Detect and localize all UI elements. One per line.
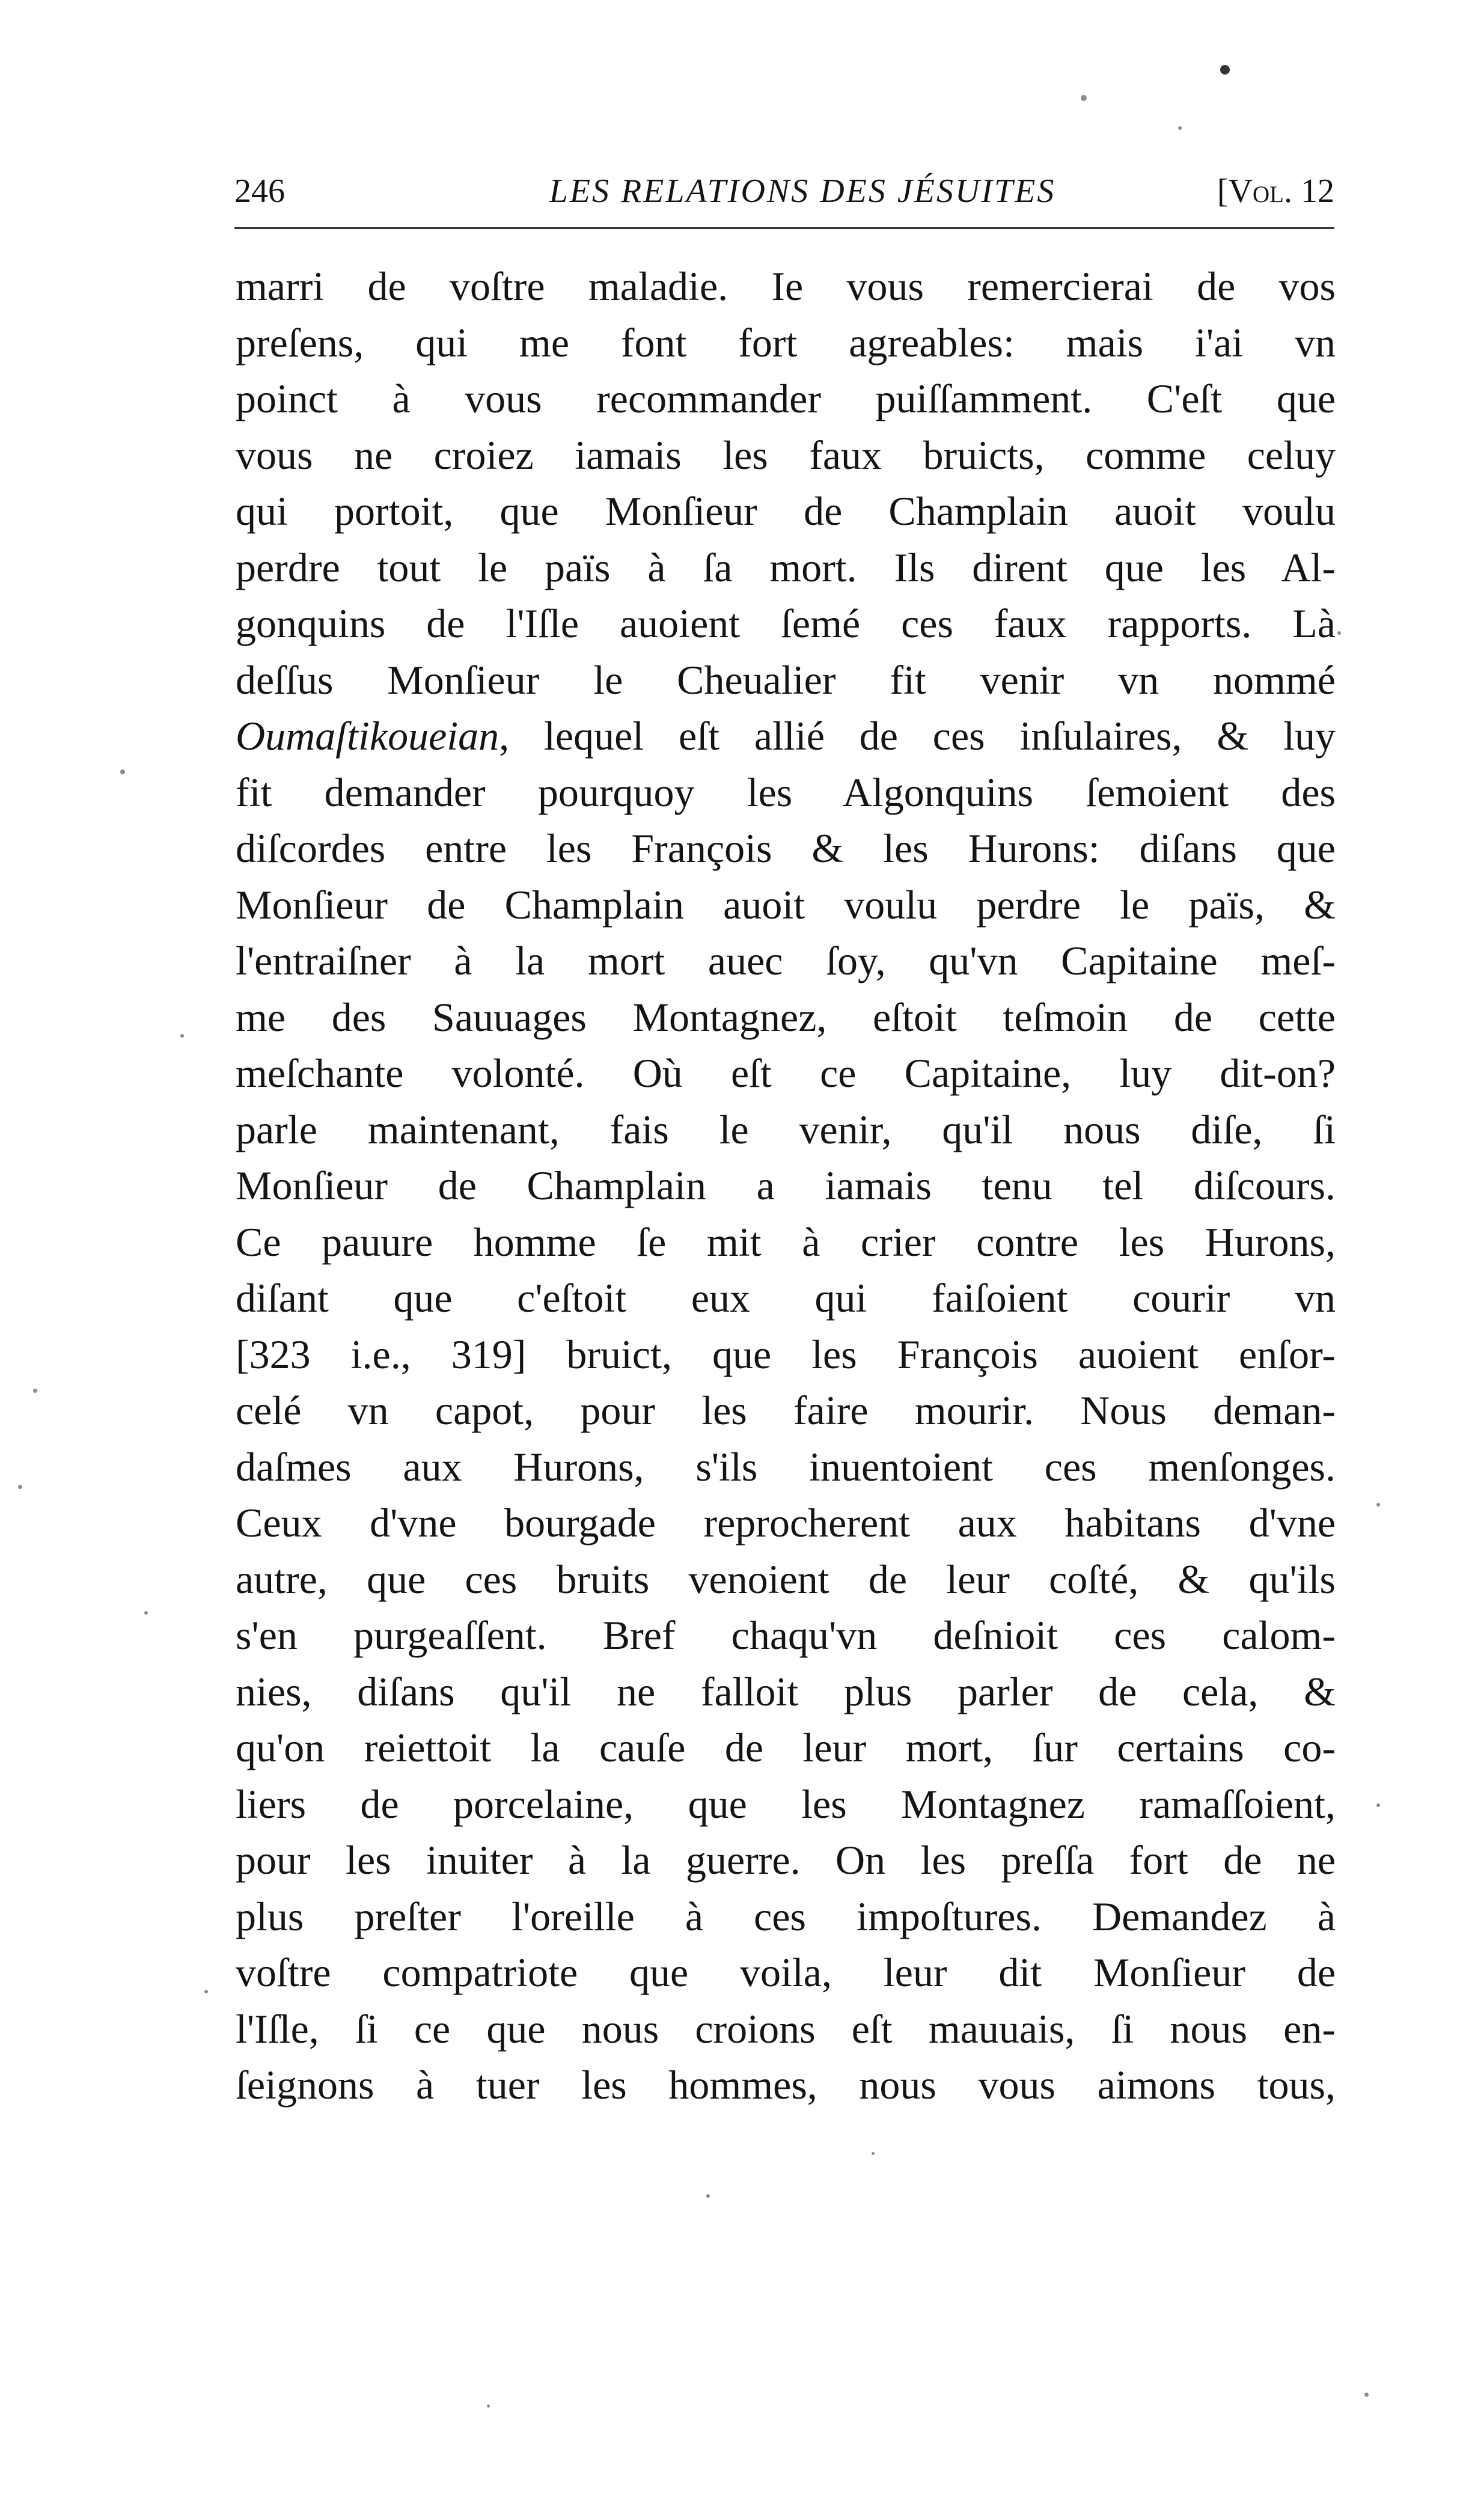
text-segment: diſant que c'eſtoit eux qui faiſoient courir vn: [236, 1275, 1336, 1321]
text-segment: diſcordes entre les François & les Hurons: diſans que: [236, 825, 1336, 871]
text-segment: plus preſter l'oreille à ces impoſtures. Demandez à: [236, 1893, 1336, 1939]
text-segment: marri de voſtre maladie. Ie vous remercierai de vos: [236, 263, 1336, 309]
text-segment: vous ne croiez iamais les faux bruicts, comme celuy: [236, 432, 1336, 478]
text-segment: Ce pauure homme ſe mit à crier contre les Hurons,: [236, 1219, 1336, 1265]
text-segment: voſtre compatriote que voila, leur dit Monſieur de: [236, 1950, 1336, 1995]
text-line: [236, 652, 1336, 709]
text-segment: Ceux d'vne bourgade reprocherent aux habitans d'vne: [236, 1500, 1336, 1546]
text-segment: pour les inuiter à la guerre. On les preſſa fort de ne: [236, 1837, 1336, 1883]
text-segment: celé vn capot, pour les faire mourir. Nous deman-: [236, 1387, 1336, 1433]
text-segment: Monſieur de Champlain a iamais tenu tel diſcours.: [236, 1163, 1336, 1208]
text-line: [236, 2001, 1336, 2058]
text-line: [236, 371, 1336, 427]
text-line: [236, 821, 1336, 877]
text-segment: deſſus Monſieur le Cheualier fit venir vn nommé: [236, 656, 1336, 703]
italic-name: Oumaſtikoueian: [236, 713, 499, 759]
text-segment: Monſieur de Champlain auoit voulu perdre le païs, &: [236, 881, 1336, 928]
text-segment: ſeignons à tuer les hommes, nous vous aimons tous,: [236, 2062, 1336, 2108]
text-segment: meſchante volonté. Où eſt ce Capitaine, luy dit-on?: [236, 1050, 1336, 1096]
text-line: [236, 989, 1336, 1046]
text-segment: daſmes aux Hurons, s'ils inuentoient ces menſonges.: [236, 1443, 1336, 1490]
text-segment: nies, diſans qu'il ne falloit plus parler de cela, &: [236, 1668, 1336, 1714]
text-segment: perdre tout le païs à ſa mort. Ils dirent que les Al-: [236, 544, 1336, 590]
running-title: LES RELATIONS DES JÉSUITES: [549, 173, 1056, 210]
text-segment: parle maintenant, fais le venir, qu'il nous diſe, ſi: [236, 1106, 1336, 1152]
text-line: [236, 1214, 1336, 1271]
text-line: [236, 765, 1336, 821]
text-segment: , lequel eſt allié de ces inſulaires, & luy: [499, 713, 1336, 759]
text-line: [236, 258, 1336, 315]
text-line: [236, 315, 1336, 372]
text-segment: gonquins de l'Iſle auoient ſemé ces faux rapports. Là: [236, 601, 1336, 646]
text-line: [236, 483, 1336, 540]
text-line: [236, 1383, 1336, 1439]
text-line: [236, 1327, 1336, 1383]
text-segment: l'Iſle, ſi ce que nous croions eſt mauuais, ſi nous en-: [236, 2005, 1336, 2052]
page-header: [234, 167, 1334, 215]
text-line: [236, 877, 1336, 934]
text-line: [236, 1495, 1336, 1552]
text-line: [236, 1720, 1336, 1776]
text-line: [236, 427, 1336, 484]
text-segment: l'entraiſner à la mort auec ſoy, qu'vn Capitaine meſ-: [236, 938, 1336, 983]
text-line: [236, 1045, 1336, 1102]
text-segment: fit demander pourquoy les Algonquins ſemoient des: [236, 769, 1336, 815]
text-line: [236, 1102, 1336, 1158]
text-line: [236, 933, 1336, 989]
body-text: [236, 258, 1336, 2114]
page-number: 246: [234, 173, 285, 210]
text-segment: autre, que ces bruits venoient de leur coſté, & qu'ils: [236, 1556, 1336, 1602]
text-segment: me des Sauuages Montagnez, eſtoit teſmoin de cette: [236, 994, 1336, 1040]
text-segment: poinct à vous recommander puiſſamment. C'eſt que: [236, 376, 1336, 421]
text-segment: liers de porcelaine, que les Montagnez ramaſſoient,: [236, 1781, 1336, 1827]
text-segment: qu'on reiettoit la cauſe de leur mort, ſur certains co-: [236, 1725, 1336, 1770]
volume-label: [Vol. 12: [1217, 173, 1334, 210]
text-line: [236, 1776, 1336, 1833]
header-rule: [234, 227, 1334, 229]
text-line: [236, 1607, 1336, 1664]
text-line: [236, 2057, 1336, 2114]
text-line: [236, 1945, 1336, 2001]
text-segment: [323 i.e., 319] bruict, que les François auoient enſor-: [236, 1331, 1336, 1377]
text-line: [236, 1664, 1336, 1720]
text-line: [236, 1270, 1336, 1327]
text-segment: qui portoit, que Monſieur de Champlain auoit voulu: [236, 488, 1336, 534]
text-line: [236, 1158, 1336, 1214]
text-segment: s'en purgeaſſent. Bref chaqu'vn deſnioit ces calom-: [236, 1612, 1336, 1658]
text-line: [236, 540, 1336, 596]
text-line: [236, 708, 1336, 765]
text-line: [236, 1439, 1336, 1496]
text-line: [236, 596, 1336, 652]
text-line: [236, 1832, 1336, 1889]
text-segment: preſens, qui me font fort agreables: mais i'ai vn: [236, 319, 1336, 365]
text-line: [236, 1552, 1336, 1608]
text-line: [236, 1889, 1336, 1945]
